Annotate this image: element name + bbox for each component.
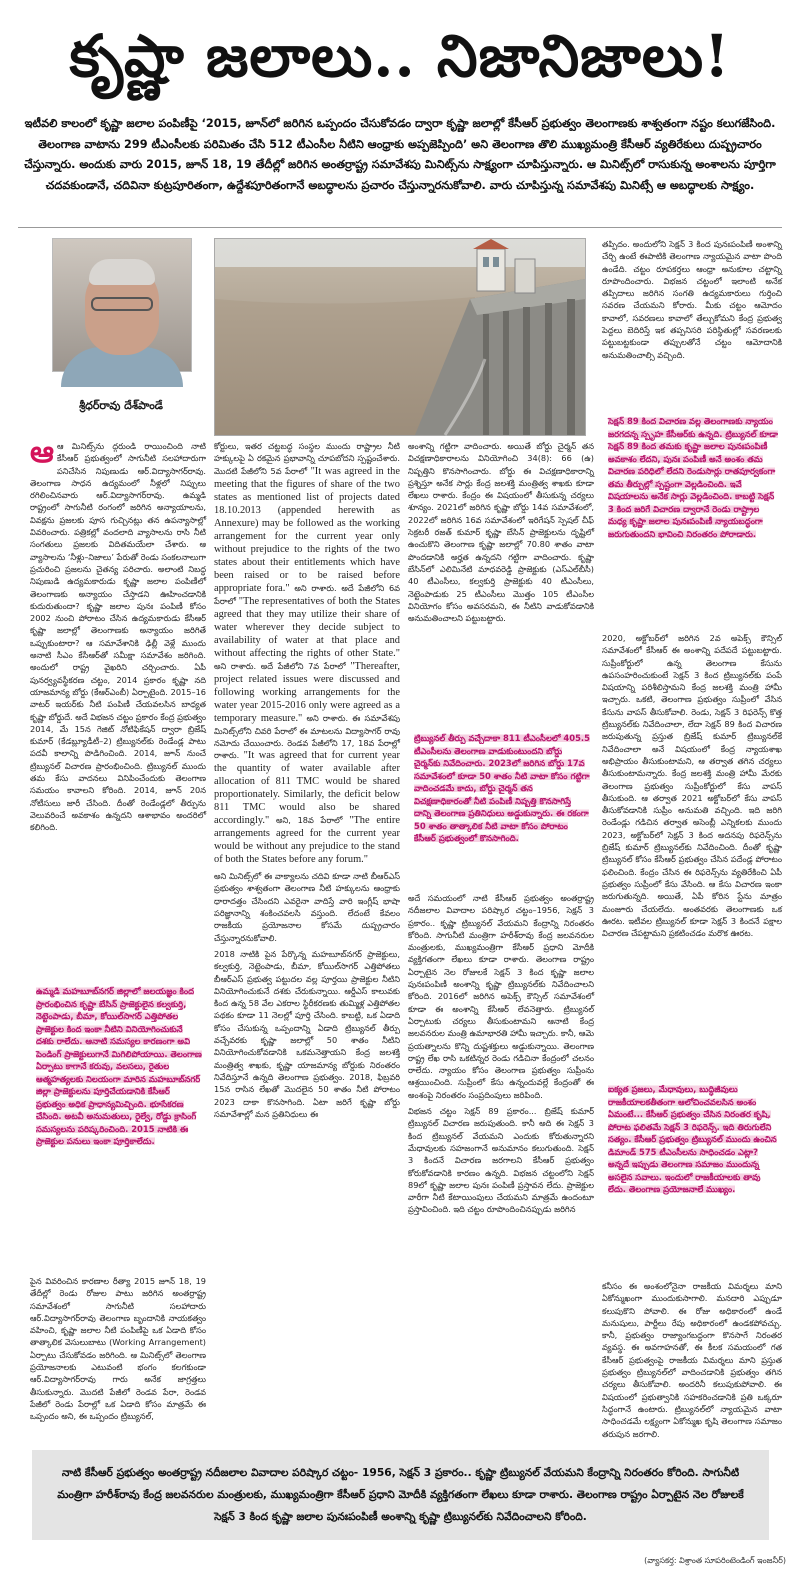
column-3-text [408, 892, 594, 1445]
col3-paragraph-2: అదే సమయంలో నాటి కేసీఆర్ ప్రభుత్వం అంతర్రాష్ట్ర నదీజలాల వివాదాల పరిష్కార చట్టం–1956, సెక్షన్ 3 ప్రకారం.. కృష్ణా ట్రిబ్యునల్ వేయమని కేంద్రాన్ని నిరంతరం కోరింది. సాగునీటి మంత్రిగా హరీశ్‌రావు కేంద్ర జలవనరుల మంత్రులకు, ముఖ్యమంత్రిగా కేసీఆర్ ప్రధాని మోదీకి వ్యక్తిగతంగా లేఖలు కూడా రాశారు. తెలంగాణ రాష్ట్రం ఏర్పాటైన నెల రోజులకే సెక్షన్ 3 కింద కృష్ణా జలాల పునఃపంపిణీ అంశాన్ని కృష్ణా ట్రిబ్యునల్‌కు నివేదించాలని కోరింది. 2016లో జరిగిన అపెక్స్ కౌన్సిల్ సమావేశంలో కూడా ఈ అంశాన్ని కేసీఆర్ లేవనెత్తారు. ట్రిబ్యునల్ ఏర్పాటుకు చర్యలు తీసుకుంటామని ఆనాటి కేంద్ర జలవనరుల మంత్రి ఉమాభారతి హామీ ఇచ్చారు. కానీ, ఆమె ప్రయత్నాలను కొన్ని దుష్టశక్తులు అడ్డుకున్నాయి. తెలంగాణ రాష్ట్ర లేఖ రాసి ఒకటిన్నర రెండు గడిచినా కేంద్రంలో చలనం రాలేదు. న్యాయం కోసం తెలంగాణ ప్రభుత్వం సుప్రీంను ఆశ్రయించింది. సుప్రీంలో కేసు ఉన్నందువల్లే కేంద్రంతో ఈ అంశంపై నిరంతరం సంప్రదింపులు జరిపింది. [408, 893, 594, 1100]
pull-quote-3-text: సెక్షన్ 89 కింద విచారణ వల్ల తెలంగాణకు న్యాయం జరగదన్న స్పృహ కేసీఆర్‌కు ఉన్నది. ట్రిబ్యునల్ కూడా సెక్షన్ 89 కింద తమకు కృష్ణా జలాల పునఃపంపిణీ అవకాశం లేదని, పునః పంపిణీ అనే అంశం తమ విచారణ పరిధిలో లేదని రెండుసార్లు రాతపూర్వకంగా తమ తీర్పుల్లో స్పష్టంగా వెల్లడించింది. ఇవే విషయాలను అనేక సార్లు వెల్లడించింది. కాబట్టి సెక్షన్ 3 కింద జరిగే విచారణ ద్వారానే రెండు రాష్ట్రాల మధ్య కృష్ణా జలాల పునఃపంపిణీ న్యాయబద్ధంగా జరుగుతుందని భావించి నిరంతరం పోరాడారు. [608, 416, 778, 539]
minutes-quote-5: "The entire arrangements agreed for the current year would be without any prejudice to the stand of both the States before any forum." [214, 815, 400, 866]
col1-paragraph-2: పైన వివరించిన కారణాల రీత్యా 2015 జూన్ 18, 19 తేదీల్లో రెండు రోజుల పాటు జరిగిన అంతర్రాష్ట్ర సమావేశంలో సాగునీటి సలహాదారు ఆర్.విద్యాసాగర్‌రావు తెలంగాణ బృందానికి నాయకత్వం వహించి, కృష్ణా జలాల నీటి పంపిణీపై ఒక ఏడాది కోసం తాత్కాలిక వెసులుబాటు (Working Arrangement) ఏర్పాటు చేసుకోవడం జరిగింది. ఆ మినిట్స్‌లో తెలంగాణ ప్రయోజనాలకు ఎటువంటి భంగం కలగకుండా ఆర్.విద్యాసాగర్‌రావు గారు అనేక జాగ్రత్తలు తీసుకున్నారు. మొదటి పేజీలో రెండవ పేరా, రెండవ పేజీలో రెండు పేరాల్లో ఒక ఏడాది కోసం మాత్రమే ఈ ఒప్పందం అని, ఈ ఒప్పందం ట్రిబ్యునల్, [30, 1276, 206, 1422]
col4-paragraph-1: తప్పిదం. అందులోని సెక్షన్ 3 కింద పునఃపంపిణీ అంశాన్ని చేర్చి ఉంటే ఈపాటికి తెలంగాణ న్యాయమైన వాటా పొంది ఉండేది. చట్టం రూపకర్తలు ఆంధ్రా అనుకూల చట్టాన్ని రూపొందించారు. విభజన చట్టంలో ఇలాంటి అనేక తప్పిదాలు జరిగిన సంగతి ఉద్యమకారులు గుర్తించి సవరణ చేయమని కోరారు. మీకు చట్టం ఆమోదం కావాలో, సవరణలు కావాలో తేల్చుకోమని కేంద్ర ప్రభుత్వ పెద్దలు బెదిరిస్తే ఇక తప్పనిసరి పరిస్థితుల్లో సవరణలకు పట్టుబట్టకుండా తప్పులతోనే చట్టం ఆమోదానికి అనుమతించాల్సి వచ్చింది. [602, 239, 782, 360]
dam-photo [214, 238, 586, 436]
author-name: శ్రీధర్‌రావు దేశ్‌పాండే [79, 399, 163, 412]
column-2-text [214, 440, 400, 1445]
minutes-quote-3: "Thereafter, project related issues were discussed and following working arrangements for the water year 2015-2016 only were agreed as a temporary measure." [214, 660, 400, 724]
intro-paragraph: ఇటీవలి కాలంలో కృష్ణా జలాల పంపిణీపై ‘2015, జూన్‌లో జరిగిన ఒప్పందం చేసుకోవడం ద్వారా కృష్ణా జలాల్లో కేసీఆర్ ప్రభుత్వం తెలంగాణకు శాశ్వతంగా నష్టం కలుగజేసింది. తెలంగాణ వాటాను 299 టీఎంసీలకు పరిమితం చేసి 512 టీఎంసీల నీటిని ఆంధ్రాకు అప్పజెప్పింది’ అని తెలంగాణ తొలి ముఖ్యమంత్రి కేసీఆర్ వ్యతిరేకులు దుష్ప్రచారం చేస్తున్నారు. అందుకు వారు 2015, జూన్ 18, 19 తేదీల్లో జరిగిన అంతర్రాష్ట్ర సమావేశపు మినిట్స్‌ను సాక్ష్యంగా చూపిస్తున్నారు. ఆ మినిట్స్‌లో రాసుకున్న అంశాలను పూర్తిగా చదవకుండానే, చదివినా కుట్రపూరితంగా, ఉద్దేశపూరితంగానే అబద్ధాలను ప్రచారం చేస్తున్నారనుకోవాలి. వారు చూపిస్తున్న సమావేశపు మినిట్సే ఆ అబద్ధాలకు సాక్ష్యం. [24, 117, 776, 192]
col3-paragraph-3: విభజన చట్టం సెక్షన్ 89 ప్రకారం... బ్రిజేష్ కుమార్ ట్రిబ్యునల్ విచారణ జరుపుతుంది. కానీ అది ఈ సెక్షన్ 3 కింద ట్రిబ్యునల్ వేయమని ఎందుకు కోరుతున్నారని మేధావులకు సహజంగానే అనుమానం కలుగుతుంది. సెక్షన్ 3 కిందనే విచారణ జరగాలని కేసీఆర్ ప్రభుత్వం కోరుకోవడానికి కారణం ఉన్నది. విభజన చట్టంలోని సెక్షన్ 89లో కృష్ణా జలాల పునః పంపిణీ ప్రస్తావన లేదు. ప్రాజెక్టుల వారీగా నీటి కేటాయింపులు చేయమని మాత్రమే ఉందంటూ ప్రస్తావించింది. ఇది చట్టం రూపొందించినప్పుడు జరిగిన [408, 1106, 594, 1215]
col4-paragraph-2: 2020, అక్టోబర్‌లో జరిగిన 2వ అపెక్స్ కౌన్సిల్ సమావేశంలో కేసీఆర్ ఈ అంశాన్ని పదేపదే పట్టుబట్టారు. సుప్రీంకోర్టులో ఉన్న తెలంగాణ కేసును ఉపసంహరించుకుంటే సెక్షన్ 3 కింద ట్రిబ్యునల్‌కు పంపే విషయాన్ని పరిశీలిస్తామని కేంద్ర జలశక్తి మంత్రి హామీ ఇచ్చారు. ఒకటి, తెలంగాణ ప్రభుత్వం సుప్రీంలో వేసిన కేసును వాపస్ తీసుకోవాలి. రెండు, సెక్షన్ 3 రిఫరెన్స్ కొత్త ట్రిబ్యునల్‌కు నివేదించాలా, లేదా సెక్షన్ 89 కింద విచారణ జరుపుతున్న ప్రస్తుత బ్రిజేష్ కుమార్ ట్రిబ్యునల్‌కే నివేదించాలా అనే విషయంలో కేంద్ర న్యాయశాఖ అభిప్రాయం తీసుకుంటామని, ఆ తర్వాత తగిన చర్యలు తీసుకుంటామన్నారు. కేంద్ర జలశక్తి మంత్రి హామీ మేరకు తెలంగాణ ప్రభుత్వం సుప్రీంకోర్టులో కేసు వాపస్ తీసుకుంది. ఆ తర్వాత 2021 అక్టోబర్‌లో కేసు వాపస్ తీసుకోవడానికి సుప్రీం అనుమతి వచ్చింది. ఇది జరిగి రెండేండ్లు గడిచిన తర్వాత అసెంబ్లీ ఎన్నికలకు ముందు 2023, అక్టోబర్‌లో సెక్షన్ 3 కింద అదనపు రిఫరెన్స్‌ను బ్రిజేష్ కుమార్ ట్రిబ్యునల్‌కు నివేదించింది. దీంతో కృష్ణా ట్రిబ్యునల్ కోసం కేసీఆర్ ప్రభుత్వం చేసిన పదేండ్ల పోరాటం ఫలించింది. కేంద్రం చేసిన ఈ రిఫరెన్స్‌ను వ్యతిరేకించి ఏపీ ప్రభుత్వం సుప్రీంలో కేసు వేసింది. ఆ కేసు విచారణ ఇంకా జరుగుతున్నది. అయితే, ఏపీ కోరిన స్టేను మాత్రం మంజూరు చేయలేదు. అంతవరకు తెలంగాణకు ఒక ఊరట. ఇటీవల ట్రిబ్యునల్ కూడా సెక్షన్ 3 కిందనే పక్షాల విచారణ చేపట్టామని ప్రకటించడం మరొక ఊరట. [602, 633, 782, 939]
column-1-text [30, 435, 206, 833]
col3-paragraph-1: అంశాన్ని గట్టిగా వాదించారు. అయితే బోర్డు చైర్మన్ తన విచక్షణాధికారాలను వినియోగించి 34(8): 66 (ఉ) నిష్పత్తిని కొనసాగించారు. బోర్డు ఈ విచక్షణాధికారాన్ని ప్రశ్నిస్తూ అనేక సార్లు కేంద్ర జలశక్తి మంత్రిత్వ శాఖకు కూడా లేఖలు రాశారు. కేంద్రం ఈ విషయంలో తీసుకున్న చర్యలు శూన్యం. 2021లో జరిగిన కృష్ణా బోర్డు 14వ సమావేశంలో, 2022లో జరిగిన 16వ సమావేశంలో ఇరిగేషన్ స్పెషల్ చీఫ్ సెక్రటరీ రజత్ కుమార్ కృష్ణా బేసిన్ ప్రాజెక్టులను దృష్టిలో ఉంచుకొని తెలంగాణ కృష్ణా జలాల్లో 70.80 శాతం వాటా పొందడానికి అర్హత ఉన్నదని గట్టిగా వాదించారు. కృష్ణా బేసిన్‌లో ఎలిమినేటి మాధవరెడ్డి ప్రాజెక్టుకు (ఎస్ఎల్‌బీసీ) 40 టీఎంసీలు, కల్వకుర్తి ప్రాజెక్టుకు 40 టీఎంసీలు, నెట్టెంపాడుకు 25 టీఎంసీలు మొత్తం 105 టీఎంసీల వినియోగం కోసం అవసరమని, ఈ నీటిని వాడుకోవడానికి అనుమతించాలని పట్టుబట్టారు. [408, 441, 594, 624]
headline: కృష్ణా జలాలు.. నిజానిజాలు! [69, 22, 731, 90]
col2-text-1: అని రాశారు. అదే పేజీలోని 6వ పేరాలో [214, 582, 400, 606]
col2-paragraph-2: అని మినిట్స్‌లో ఈ వాక్యాలను చదివి కూడా నాటి బీఆర్ఎస్ ప్రభుత్వం శాశ్వతంగా తెలంగాణ నీటి హక్కులను ఆంధ్రాకు ధారాదత్తం చేసిందని ఎవరైనా వాదిస్తే వారి ఇంగ్లీష్ భాషా పరిజ్ఞానాన్ని శంకించవలసి వస్తుంది. లేదంటే కేవలం రాజకీయ ప్రయోజనాల కోసమే దుష్ప్రచారం చేస్తున్నారనుకోవాలి. [214, 871, 400, 943]
col2-text-2: అని రాశారు. అదే పేజీలోని 7వ పేరాలో [214, 660, 346, 671]
pull-quote-2-text: ట్రిబ్యునల్ తీర్పు వచ్చేదాకా 811 టీఎంసీలలో 405.5 టీఎంసీలను తెలంగాణ వాడుకుంటుందని బోర్డు చైర్మన్‌కు నివేదించారు. 2023లో జరిగిన బోర్డు 17వ సమావేశంలో కూడా 50 శాతం నీటి వాటా కోసం గట్టిగా వాదించడమే కాదు, బోర్డు చైర్మన్ తన విచక్షణాధికారంతో నీటి పంపిణీ నిష్పత్తి కొనసాగిస్తే దాన్ని తెలంగాణ ప్రతినిధులు అడ్డుకున్నారు. ఈ రకంగా 50 శాతం తాత్కాలిక నీటి వాటా కోసం పోరాటం కేసీఆర్ ప్రభుత్వంలో కొనసాగింది. [414, 733, 590, 843]
highlight-box [32, 1450, 769, 1540]
col2-paragraph-3: 2018 నాటికి పైన పేర్కొన్న మహబూబ్‌నగర్ ప్రాజెక్టులు, కల్వకుర్తి, నెట్టెంపాడు, బీమా, కోయిల్‌సాగర్ ఎత్తిపోతలు బీఆర్ఎస్ ప్రభుత్వ పట్టుదల వల్ల పూర్తయి ప్రాజెక్టుల నీటిని వినియోగించుకునే దశకు చేరుకున్నాయి. ఆర్డీఎస్ కాలువకు కింద ఉన్న 58 వేల ఎకరాల స్థిరీకరణకు తుమ్మిళ్ల ఎత్తిపోతల పథకం కూడా 11 నెలల్లో పూర్తి చేసింది. కాబట్టి, ఒక ఏడాది కోసం చేసుకున్న ఒప్పందాన్ని ఏడాది ట్రిబ్యునల్ తీర్పు వచ్చేవరకు కృష్ణా జలాల్లో 50 శాతం నీటిని వినియోగించుకోవడానికి ఒకమనెత్తాయని కేంద్ర జలశక్తి మంత్రిత్వ శాఖకు, కృష్ణా యాజమాన్య బోర్డుకు నిరంతరం నివేదిస్తూనే ఉన్నది తెలంగాణ ప్రభుత్వం. 2018, ఫిబ్రవరి 15న రాసిన లేఖతో మొదలైన 50 శాతం నీటి పోరాటం 2023 దాకా కొనసాగింది. ఏటా జరిగే కృష్ణా బోర్డు సమావేశాల్లో మన ప్రతినిధులు ఈ [214, 948, 400, 1119]
pull-quote-1-text: ఉమ్మడి మహబూబ్‌నగర్ జిల్లాలో జలయజ్ఞం కింద ప్రారంభించిన కృష్ణా బేసిన్ ప్రాజెక్టులైన కల్వకుర్తి, నెట్టెంపాడు, బీమా, కోయిల్‌సాగర్ ఎత్తిపోతల ప్రాజెక్టుల కింద ఇంకా నీటిని వినియోగించుకునే దశకు రాలేదు. ఆనాటి సమస్యల కారణంగా అవి పెండింగ్ ప్రాజెక్టులుగానే మిగిలిపోయాయి. తెలంగాణ ఏర్పాటు కాగానే కరువు, వలసలు, రైతుల ఆత్మహత్యలకు నిలయంగా మారిన మహబూబ్‌నగర్ జిల్లా ప్రాజెక్టులను పూర్తిచేయడానికి కేసీఆర్ ప్రభుత్వం అధిక ప్రాధాన్యమిచ్చింది. భూసేకరణ చేసింది. అటవీ అనుమతులు, రైల్వే, రోడ్డు క్రాసింగ్ సమస్యలను పరిష్కరించింది. 2015 నాటికి ఈ ప్రాజెక్టుల పనులు ఇంకా పూర్తికాలేదు. [36, 986, 202, 1146]
author-photo [52, 238, 192, 372]
minutes-quote-2: "The representatives of both the States agreed that they may utilize their share of water wherever they decide subject to availability of water at that place and without affecting the rights of other State." [214, 595, 400, 659]
pull-quote-1 [36, 985, 202, 1265]
col2-text-3: అని రాశారు. ఈ సమావేశపు మినిట్స్‌లోని చివరి పేరాలో ఈ మాటలను విద్యాసాగర్ రావు నమోదు చేయించారు. రెండవ పేజీలోని 17, 18వ పేరాల్లో రాశారు. [214, 712, 400, 761]
col2-text-4: అని, 18వ పేరాలో [275, 815, 343, 826]
pull-quote-4-text: ఐక్యత ప్రజలు, మేధావులు, బుద్ధిజీవులు రాజకీయాలకతీతంగా ఆలోచించవలసిన అంశం ఏమంటే... కేసీఆర్ ప్రభుత్వం చేసిన నిరంతర కృషి, పోరాట ఫలితమే సెక్షన్ 3 రిఫరెన్స్. ఇది తిరుగులేని సత్యం. కేసీఆర్ ప్రభుత్వం ట్రిబ్యునల్ ముందు ఉంచిన డిమాండ్ 575 టీఎంసీలను సాధించడం ఎట్లా? అన్నదే ఇప్పుడు తెలంగాణ సమాజం ముందున్న అసలైన సవాలు. ఇందులో రాజకీయాలకు తావు లేదు. తెలంగాణ ప్రయోజనాలే ముఖ్యం. [608, 1084, 777, 1194]
col2-paragraph-1: కోర్టులు, ఇతర చట్టబద్ధ సంస్థల ముందు రాష్ట్రాల నీటి హక్కులపై ఏ రకమైన ప్రభావాన్ని చూపబోదని స్పష్టంచేశారు. మొదటి పేజీలోని 5వ పేరాలో [214, 441, 400, 476]
minutes-quote-4: "It was agreed that for current year the quantity of water available after allocation of 811 TMC would be shared proportionately. Similarly, the deficit below 811 TMC would also be shared accordingly." [214, 750, 400, 827]
col1-paragraph-1: ఆ మినిట్స్‌ను ద్గరుండి రాయించింది నాటి కేసీఆర్ ప్రభుత్వంలో సాగునీటి సలహాదారుగా పనిచేసిన నిపుణుడు ఆర్.విద్యాసాగర్‌రావు. తెలంగాణ సాధన ఉద్యమంలో నీళ్ల‌లో నిప్పులు రగిలించినవారు ఆర్.విద్యాసాగర్‌రావు. ఉమ్మడి రాష్ట్రంలో సాగునీటి రంగంలో జరిగిన అన్యాయాలను, వివక్షను ప్రజలకు పూస గుచ్చినట్లు తన ఉపన్యాసాల్లో వివరించారు. పత్రికల్లో వందలాది వ్యాసాలను రాసి నీటి సంగతులు ప్రజలకు విదితమయేలా చేశారు. ఆ వ్యాసాలను ‘నీళ్లు–నిజాలు’ పేరుతో రెండు సంకలనాలుగా ప్రచురించి ప్రజలను చైతన్య పరిచారు. అలాంటి నిబద్ధ నిపుణుడి ఉద్యమకారుడు కృష్ణా జలాల పంపిణీలో తెలంగాణకు అన్యాయం చేస్తాడని ఊహించడానికి కుదురుతుందా? కృష్ణా జలాల పునః పంపిణీ కోసం 2002 నుంచి పోరాటం చేసిన ఉద్యమకారుడు కేసీఆర్ కృష్ణా జలాల్లో తెలంగాణకు అన్యాయం జరిగితే ఒప్పుకుంటారా? ఆ సమావేశానికి ఢిల్లీ వెళ్లే ముందు అనాటి సీఎం కేసీఆర్‌తో సమీక్షా సమావేశం జరిగింది. అందులో రాష్ట్ర వైఖరిని చర్చించారు. ఏపీ పునర్వ్యవస్థీకరణ చట్టం, 2014 ప్రకారం కృష్ణా నది యాజమాన్య బోర్డు (కేఆర్ఎంబీ) ఏర్పాటైంది. 2015–16 వాటర్ ఇయర్‌కు నీటి పంపిణీ చేయవలసిన బాధ్యత కృష్ణా బోర్డుదే. అదే విభజన చట్టం ప్రకారం కేంద్ర ప్రభుత్వం 2014, మే 15న గెజిట్ నోటిఫికేషన్ ద్వారా బ్రిజేష్ కుమార్ (కేడబ్ల్యూడీటీ–2) ట్రిబ్యునల్‌కు రెండేండ్ల పాటు పదవీ కాలాన్ని పొడిగించింది. 2014, జూన్ నుంచే ట్రిబ్యునల్ విచారణ ప్రారంభించింది. ట్రిబ్యునల్ ముందు తమ కేసు వాదనలు వినిపించేందుకు తెలంగాణ సమయం కావాలని కోరింది. 2014, జూన్ 20న నోటీసులు జారీ చేసింది. దీంతో రెండేండ్లలో తీర్పును వెలువరించే అవకాశం ఉన్నదని ఆశాభావం అందరిలో కలిగింది. [30, 441, 206, 833]
drop-cap: ఆ [30, 435, 54, 470]
pull-quote-4 [608, 1083, 780, 1273]
divider [18, 227, 782, 228]
col4-paragraph-3: కనీసం ఈ అంశంలోనైనా రాజకీయ విమర్శలు మాని ఏకోన్ముఖంగా ముందుకుసాగాలి. మనదారి ఎప్పుడూ కలుపుకొని పోవాలి. ఈ రోజు అధికారంలో ఉండే మనుషులు, పార్టీలు రేపు అధికారంలో ఉండకపోవచ్చు. కానీ, ప్రభుత్వం రాజ్యాంగబద్ధంగా కొనసాగే నిరంతర వ్యవస్థ. ఈ అవగాహనతో, ఈ కీలక సమయంలో గత కేసీఆర్ ప్రభుత్వంపై రాజకీయ విమర్శలు మాని ప్రస్తుత ప్రభుత్వం ట్రిబ్యునల్‌లో వాదించడానికి ప్రభుత్వం తగిన చర్యలు తీసుకోవాలి. అందరినీ కలుపుకుపోవాలి. ఈ విషయంలో ప్రభుత్వానికి సహకరించడానికి ప్రతి ఒక్కరూ సిద్ధంగానే ఉంటారు. ట్రిబ్యునల్‌లో న్యాయమైన వాటా సాధించడమే లక్ష్యంగా ఏకోన్ముఖ కృషి తెలంగాణ సమాజం తరుపున జరగాలి. [602, 1281, 782, 1439]
highlight-box-text: నాటి కేసీఆర్ ప్రభుత్వం అంతర్రాష్ట్ర నదీజలాల వివాదాల పరిష్కార చట్టం- 1956, సెక్షన్ 3 ప్రకారం.. కృష్ణా ట్రిబ్యునల్ వేయమని కేంద్రాన్ని నిరంతరం కోరింది. సాగునీటి మంత్రిగా హరీశ్‌రావు కేంద్ర జలవనరుల మంత్రులకు, ముఖ్యమంత్రిగా కేసీఆర్ ప్రధాని మోదీకి వ్యక్తిగతంగా లేఖలు కూడా రాశారు. తెలంగాణ రాష్ట్రం ఏర్పాటైన నెల రోజులకే సెక్షన్ 3 కింద కృష్ణా జలాల పునఃపంపిణీ అంశాన్ని కృష్ణా ట్రిబ్యునల్‌కు నివేదించాలని కోరింది. [57, 1466, 744, 1523]
author-credit: (వ్యాసకర్త: విశ్రాంత సూపరింటెండింగ్ ఇంజనీర్) [644, 1556, 786, 1565]
pull-quote-2 [414, 732, 590, 882]
minutes-quote-1: "It was agreed in the meeting that the figures of share of the two states as mentioned list of projects dated 18.10.2013 (appended herewith as Annexure) may be followed as the working arrangement for the current year only without prejudice to the rights of the two states about their entitlements which have been raised or to be raised before appropriate fora." [214, 465, 400, 594]
pull-quote-3 [608, 415, 780, 625]
